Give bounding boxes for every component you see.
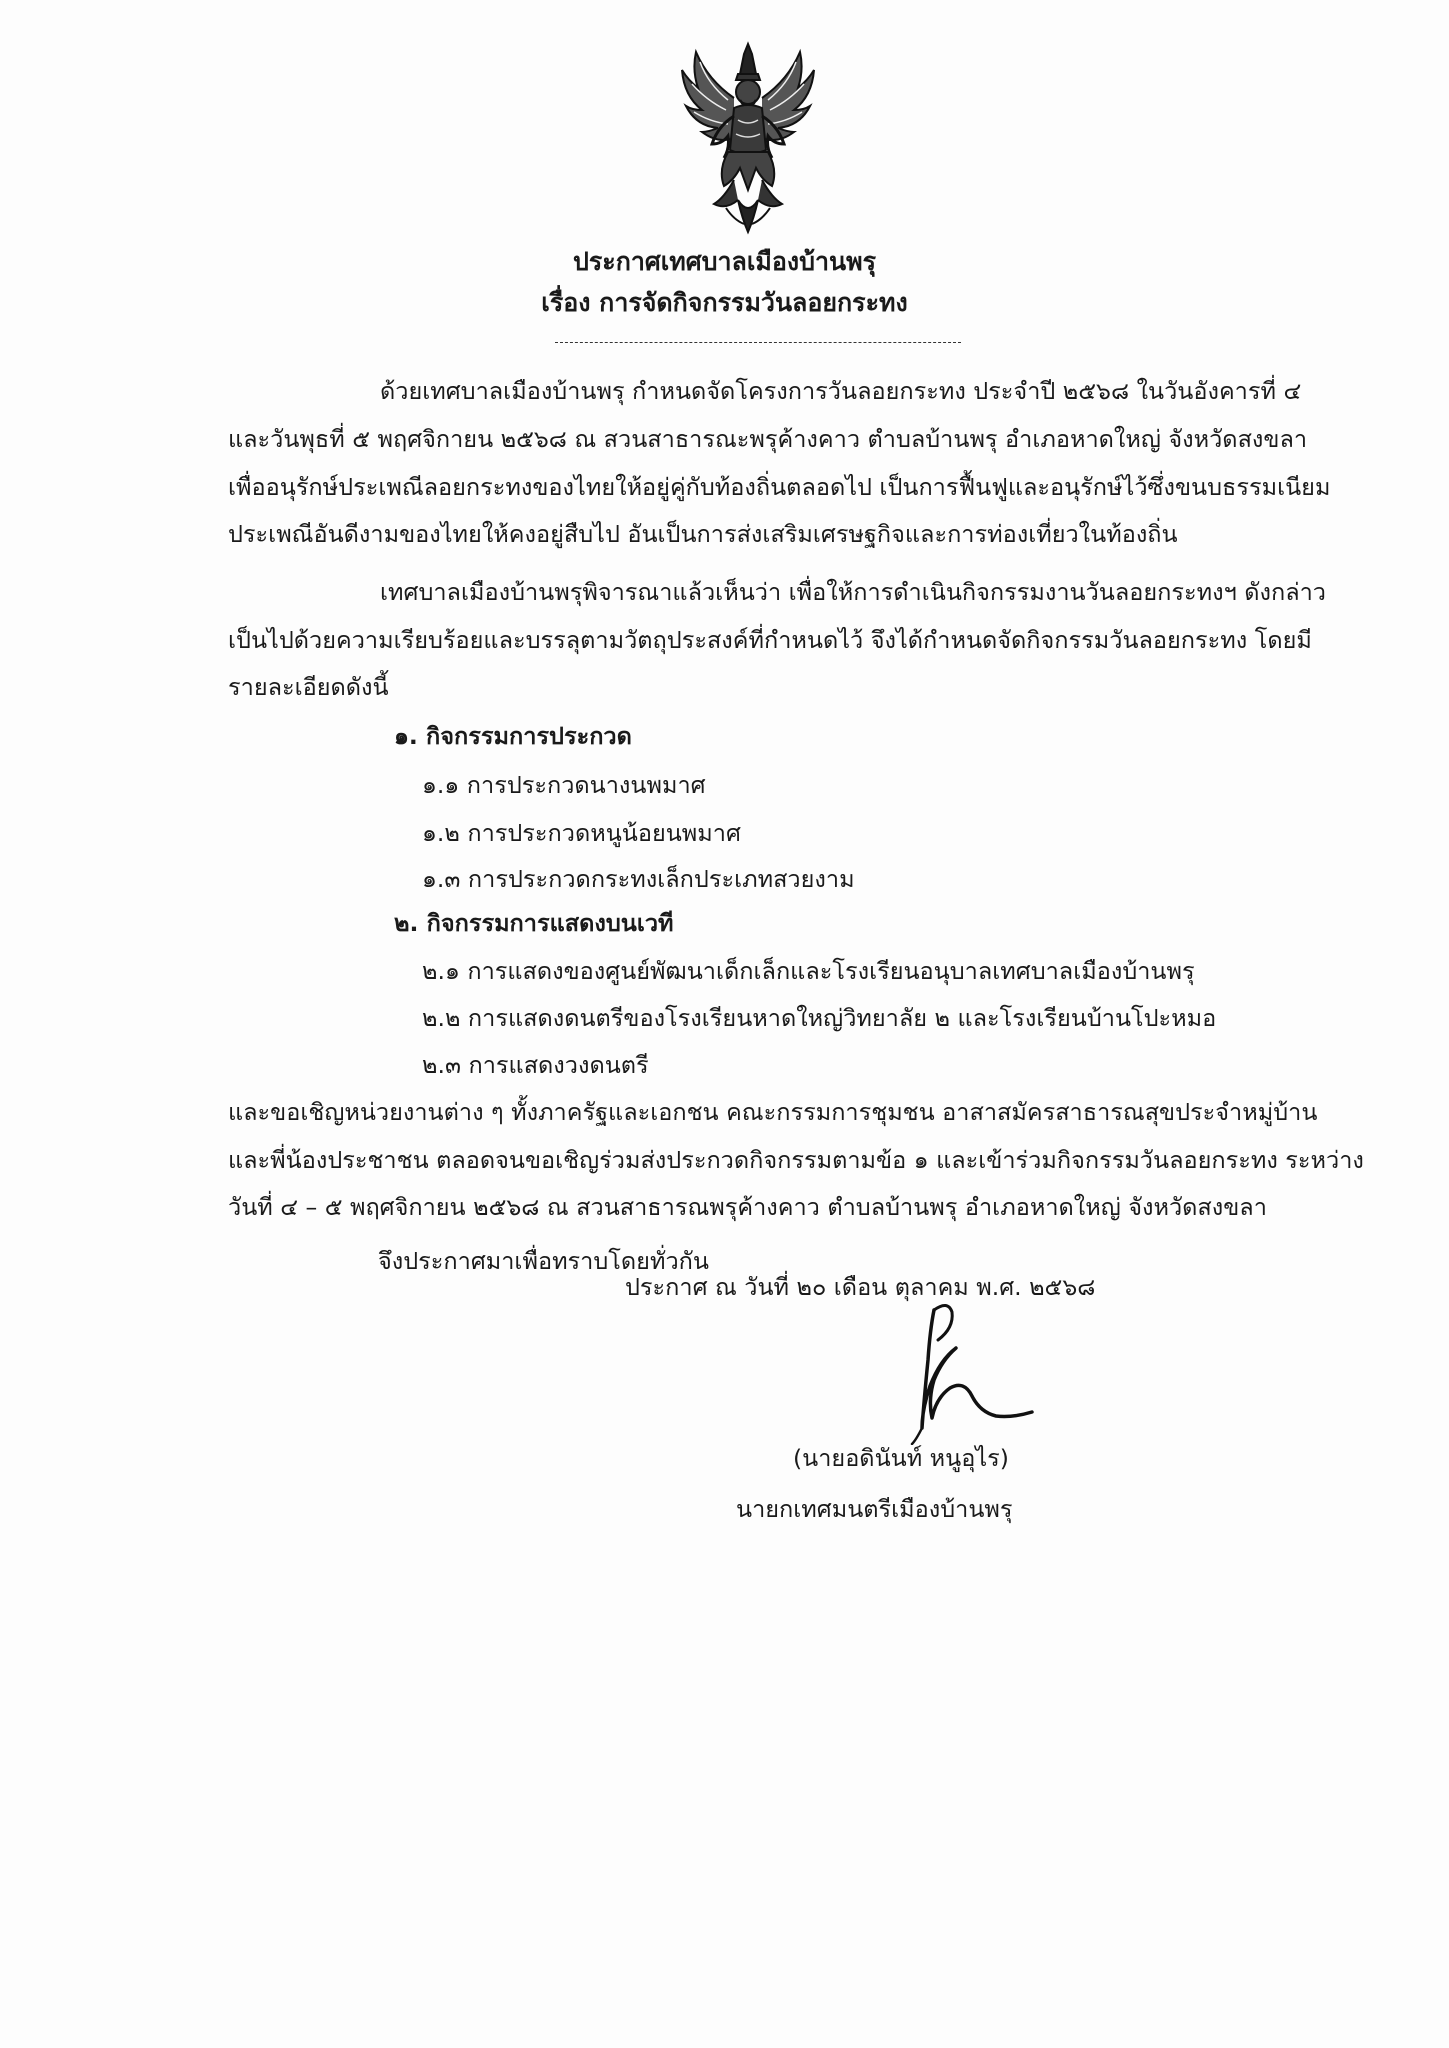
announcement-subject: เรื่อง การจัดกิจกรรมวันลอยกระทง [541, 288, 908, 317]
section1-item1: ๑.๑ การประกวดนางนพมาศ [422, 771, 706, 799]
section1-item2: ๑.๒ การประกวดหนูน้อยนพมาศ [422, 819, 741, 847]
para3-line3: วันที่ ๔ – ๕ พฤศจิกายน ๒๕๖๘ ณ สวนสาธารณพรุค้างคาว ตำบลบ้านพรุ อำเภอหาดใหญ่ จังหวัดสงขลา [228, 1193, 1267, 1221]
para2-line3: รายละเอียดดังนี้ [228, 673, 389, 701]
section2-item2: ๒.๒ การแสดงดนตรีของโรงเรียนหาดใหญ่วิทยาลัย ๒ และโรงเรียนบ้านโปะหมอ [422, 1004, 1217, 1032]
signer-name: (นายอดินันท์ หนูอุไร) [793, 1444, 1009, 1472]
section2-item3: ๒.๓ การแสดงวงดนตรี [422, 1051, 649, 1079]
para3-line1: และขอเชิญหน่วยงานต่าง ๆ ทั้งภาครัฐและเอกชน คณะกรรมการชุมชน อาสาสมัครสาธารณสุขประจำหมู่บ้าน [228, 1098, 1318, 1126]
title-divider [555, 342, 961, 343]
para1-line4: ประเพณีอันดีงามของไทยให้คงอยู่สืบไป อันเป็นการส่งเสริมเศรษฐกิจและการท่องเที่ยวในท้องถิ่น [228, 520, 1178, 548]
section2-heading: ๒. กิจกรรมการแสดงบนเวที [394, 909, 674, 937]
para1-line3: เพื่ออนุรักษ์ประเพณีลอยกระทงของไทยให้อยู่คู่กับท้องถิ่นตลอดไป เป็นการฟื้นฟูและอนุรักษ์ไว้ซึ่งขนบธรรมเนียม [228, 473, 1331, 501]
section1-item3: ๑.๓ การประกวดกระทงเล็กประเภทสวยงาม [422, 865, 855, 893]
para2-line2: เป็นไปด้วยความเรียบร้อยและบรรลุตามวัตถุประสงค์ที่กำหนดไว้ จึงได้กำหนดจัดกิจกรรมวันลอยกระทง โดยมี [228, 626, 1312, 654]
para3-line2: และพี่น้องประชาชน ตลอดจนขอเชิญร่วมส่งประกวดกิจกรรมตามข้อ ๑ และเข้าร่วมกิจกรรมวันลอยกระทง ระหว่าง [228, 1146, 1364, 1174]
para1-line1: ด้วยเทศบาลเมืองบ้านพรุ กำหนดจัดโครงการวันลอยกระทง ประจำปี ๒๕๖๘ ในวันอังคารที่ ๔ [380, 377, 1302, 405]
para1-line2: และวันพุธที่ ๕ พฤศจิกายน ๒๕๖๘ ณ สวนสาธารณะพรุค้างคาว ตำบลบ้านพรุ อำเภอหาดใหญ่ จังหวัดสงขลา [228, 425, 1308, 453]
garuda-emblem-icon [678, 40, 818, 235]
announcement-date: ประกาศ ณ วันที่ ๒๐ เดือน ตุลาคม พ.ศ. ๒๕๖๘ [625, 1273, 1096, 1301]
signer-position: นายกเทศมนตรีเมืองบ้านพรุ [736, 1495, 1013, 1523]
section1-heading: ๑. กิจกรรมการประกวด [394, 722, 632, 750]
handwritten-signature-icon [872, 1300, 1042, 1445]
para2-line1: เทศบาลเมืองบ้านพรุพิจารณาแล้วเห็นว่า เพื่อให้การดำเนินกิจกรรมงานวันลอยกระทงฯ ดังกล่าว [380, 578, 1326, 606]
announcement-title: ประกาศเทศบาลเมืองบ้านพรุ [572, 247, 877, 276]
closing-line: จึงประกาศมาเพื่อทราบโดยทั่วกัน [378, 1247, 709, 1275]
section2-item1: ๒.๑ การแสดงของศูนย์พัฒนาเด็กเล็กและโรงเรียนอนุบาลเทศบาลเมืองบ้านพรุ [422, 957, 1195, 985]
